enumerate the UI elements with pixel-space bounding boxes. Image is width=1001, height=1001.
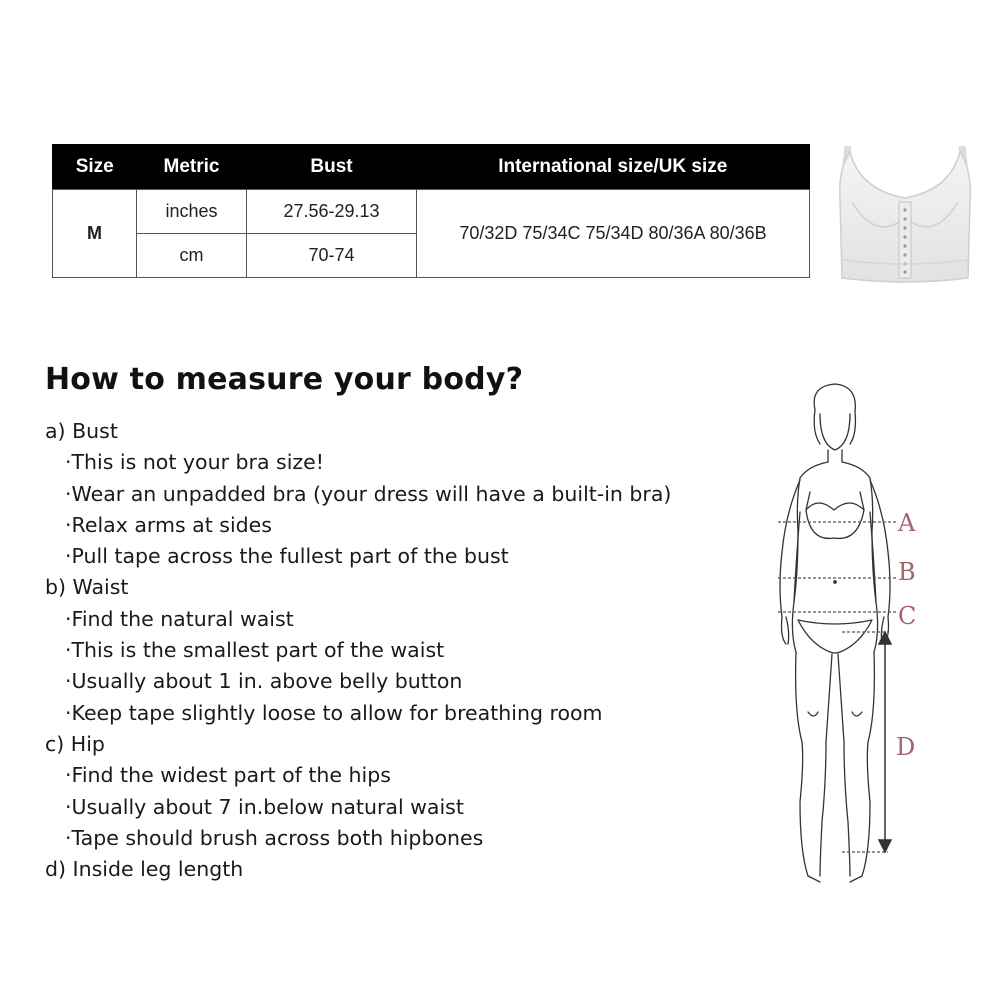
list-item: ·Pull tape across the fullest part of the bust [65, 544, 509, 569]
measure-instructions-list [45, 416, 671, 885]
header-metric: Metric [137, 145, 247, 190]
bust-cell: 70-74 [247, 234, 417, 278]
list-item: ·Relax arms at sides [65, 512, 272, 537]
body-outline [780, 384, 890, 882]
label-b: B [898, 558, 916, 586]
header-international-size: International size/UK size [417, 145, 810, 190]
list-item: ·Find the widest part of the hips [65, 763, 391, 788]
header-size: Size [53, 145, 137, 190]
international-size-cell: 70/32D 75/34C 75/34D 80/36A 80/36B [417, 190, 810, 278]
body-measurement-diagram [760, 382, 1000, 892]
list-item: ·Usually about 7 in.below natural waist [65, 794, 464, 819]
metric-cell: cm [137, 234, 247, 278]
list-item: a) Bust [45, 419, 118, 443]
list-item: ·This is the smallest part of the waist [65, 638, 445, 663]
size-value: M [53, 190, 137, 278]
list-item: ·Find the natural waist [65, 606, 294, 631]
size-table-header-row [53, 145, 810, 190]
measure-title: How to measure your body? [45, 362, 524, 397]
measurement-labels [896, 509, 916, 761]
label-d: D [896, 733, 916, 761]
list-item: ·Keep tape slightly loose to allow for breathing room [65, 700, 603, 725]
bra-product-image [830, 140, 980, 285]
label-a: A [898, 509, 916, 537]
label-c: C [898, 602, 917, 630]
list-item: ·Usually about 1 in. above belly button [65, 669, 463, 694]
metric-cell: inches [137, 190, 247, 234]
list-item: ·Tape should brush across both hipbones [65, 825, 484, 850]
bust-cell: 27.56-29.13 [247, 190, 417, 234]
inside-leg-arrow [879, 632, 891, 852]
list-item: ·Wear an unpadded bra (your dress will have a built-in bra) [65, 481, 672, 506]
list-item: c) Hip [45, 731, 105, 756]
table-row [53, 190, 810, 234]
list-item: b) Waist [45, 575, 129, 600]
list-item: d) Inside leg length [45, 857, 244, 882]
header-bust: Bust [247, 145, 417, 190]
size-table [52, 144, 810, 278]
list-item: ·This is not your bra size! [65, 450, 325, 475]
